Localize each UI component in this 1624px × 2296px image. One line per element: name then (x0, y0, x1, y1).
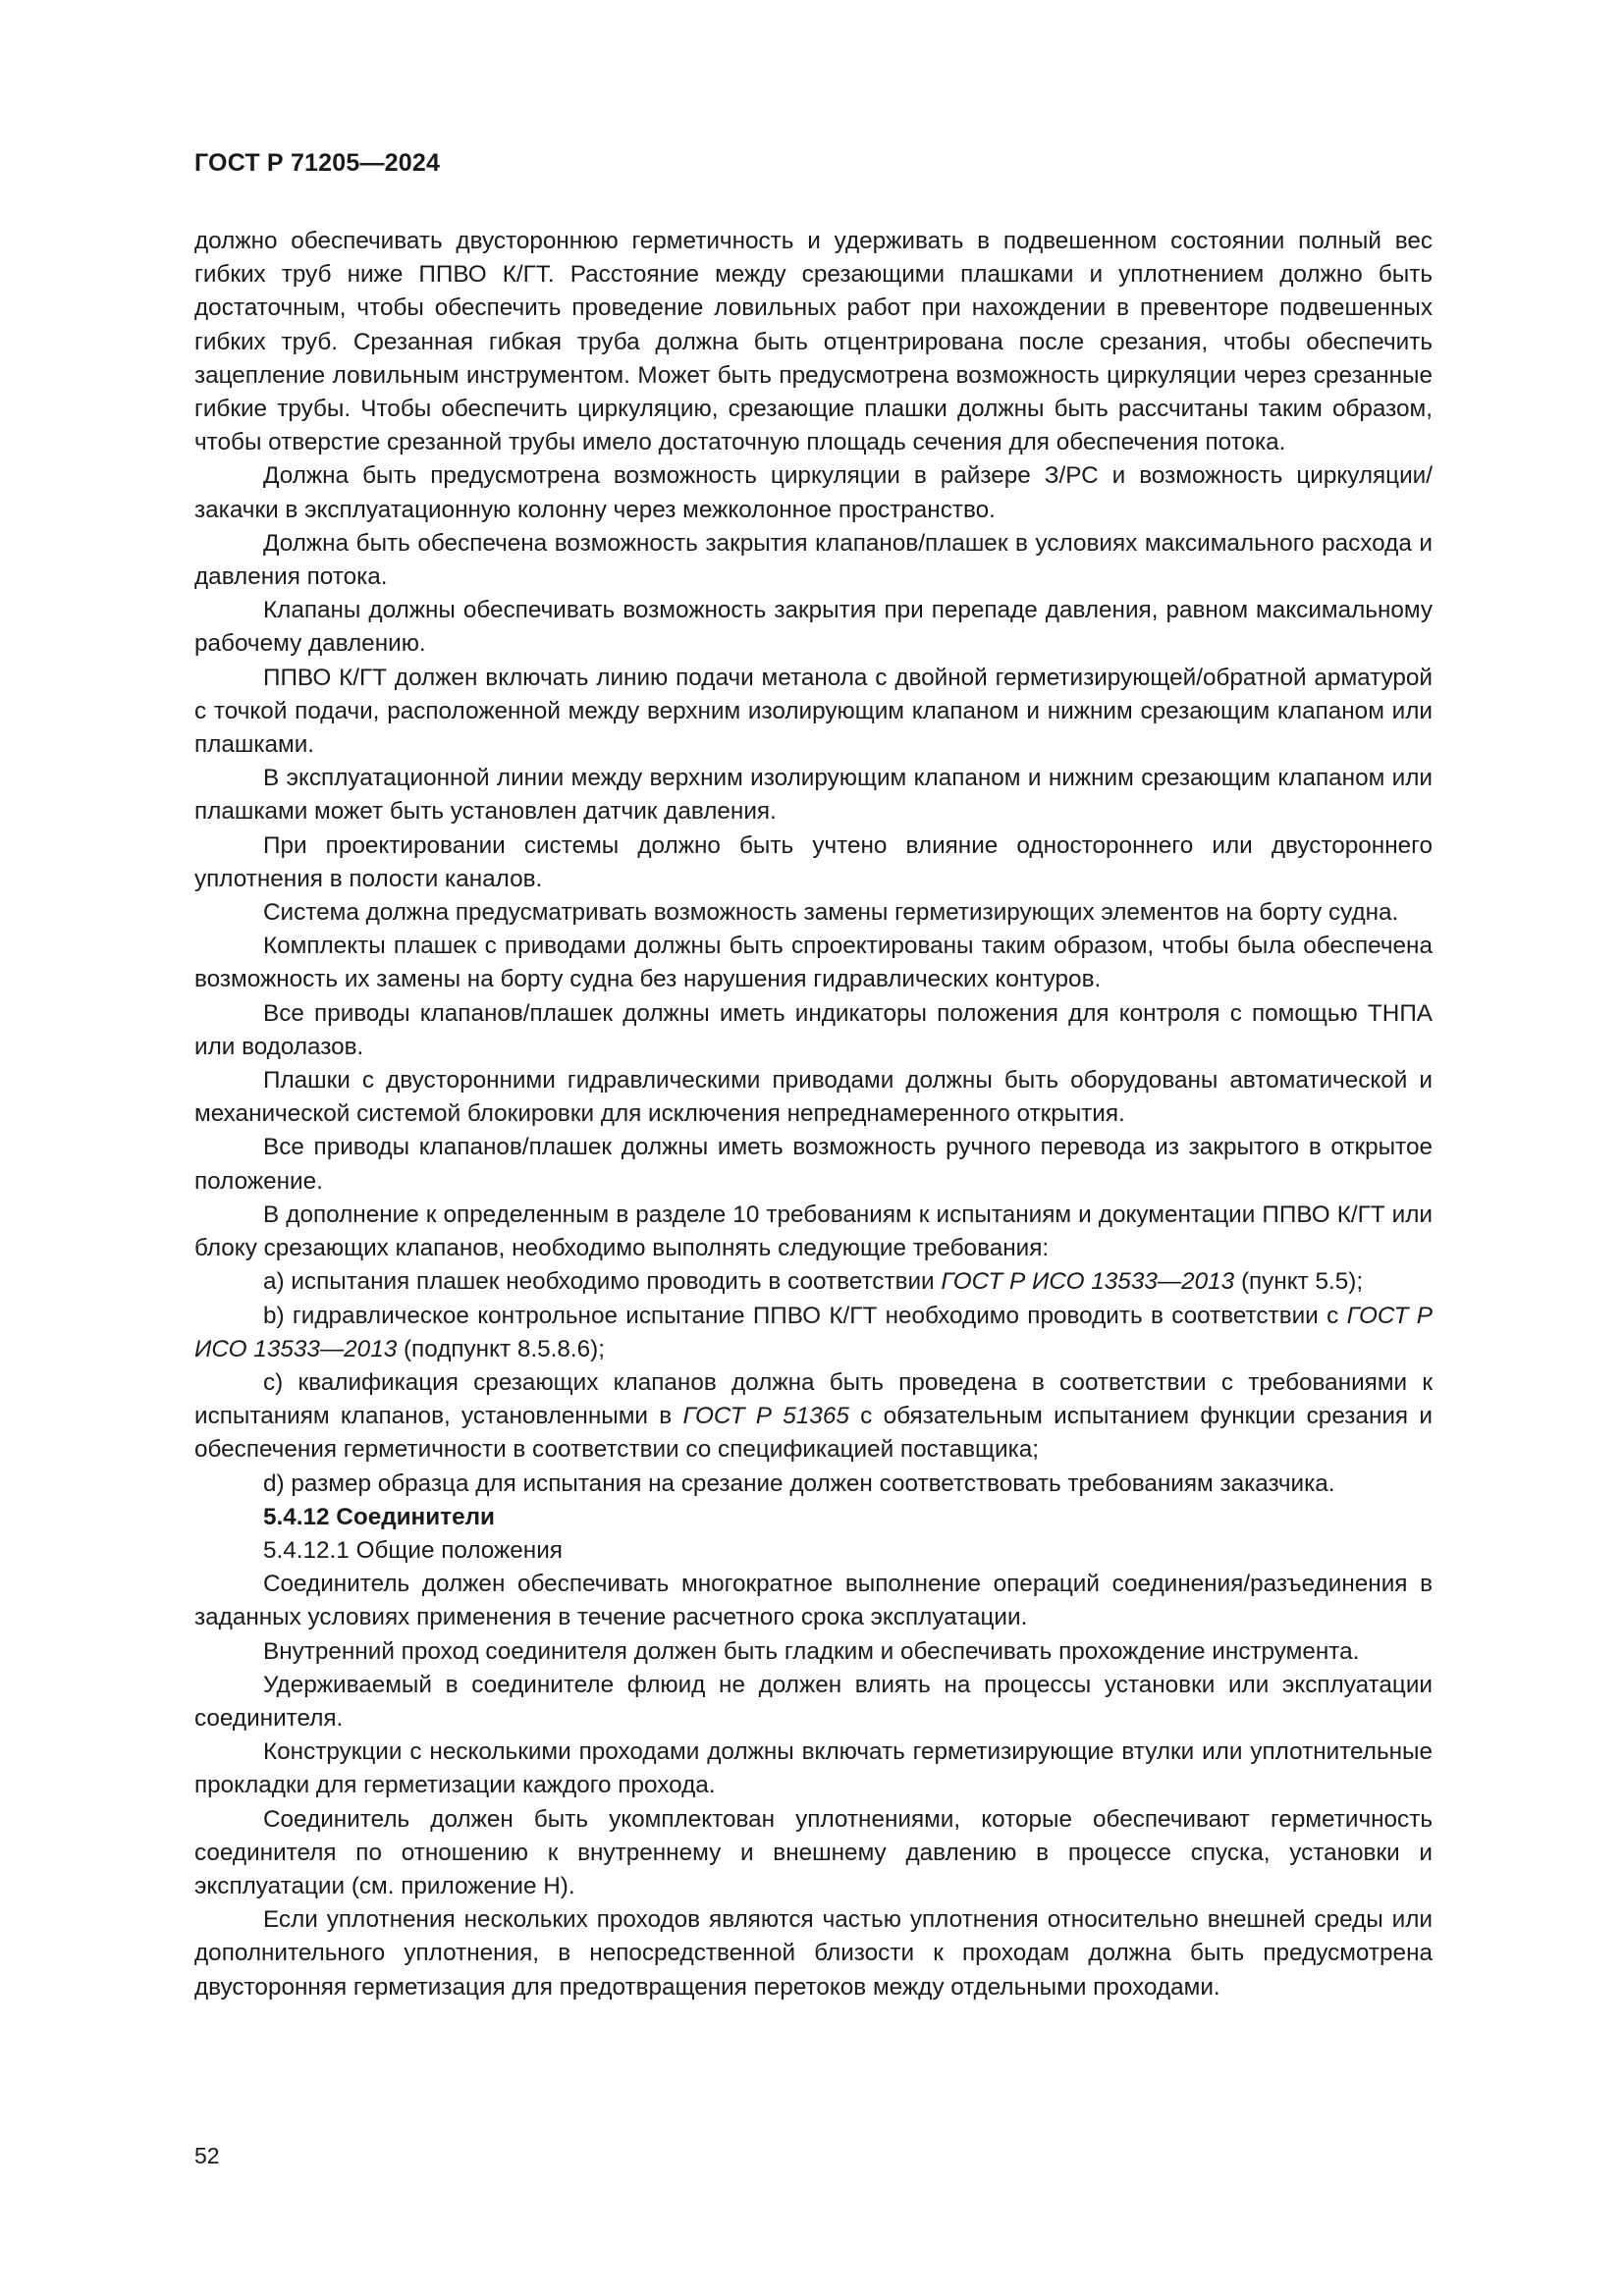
section-heading: 5.4.12 Соединители (263, 1503, 495, 1530)
list-item-text: с обязательным испытанием функции срезания и обеспечения герметичности в соответствии со спецификацией поставщика; (194, 1403, 1433, 1464)
paragraph: Конструкции с несколькими проходами должны включать герметизирующие втулки или уплотнительные прокладки для герметизации каждого прохода. (194, 1738, 1433, 1799)
standard-reference: ГОСТ Р 51365 (682, 1403, 849, 1430)
paragraph: В дополнение к определенным в разделе 10 требованиям к испытаниям и документации ППВО К/ГТ или блоку срезающих клапанов, необходимо выполнять следующие требования: (194, 1201, 1433, 1262)
list-item-b (194, 1300, 1433, 1366)
paragraph: Все приводы клапанов/плашек должны иметь возможность ручного перевода из закрытого в открытое положение. (194, 1134, 1433, 1195)
list-item-a (194, 1265, 1433, 1299)
paragraph-continuation: должно обеспечивать двустороннюю герметичность и удерживать в подвешенном состоянии полный вес гибких труб ниже ППВО К/ГТ. Расстояние между срезающими плашками и уплотнением должно быть достаточным, чтобы обеспечить проведение ловильных работ при нахождении в превенторе подвешенных гибких труб. Срезанная гибкая труба должна быть отцентрирована после срезания, чтобы обеспечить зацепление ловильным инструментом. Может быть предусмотрена возможность циркуляции через срезанные гибкие трубы. Чтобы обеспечить циркуляцию, срезающие плашки должны быть рассчитаны таким образом, чтобы отверстие срезанной трубы имело достаточную площадь сечения для обеспечения потока. (194, 228, 1433, 456)
list-item-text: b) гидравлическое контрольное испытание ППВО К/ГТ необходимо проводить в соответствии с (263, 1302, 1347, 1329)
document-header: ГОСТ Р 71205—2024 (194, 149, 441, 177)
paragraph: ППВО К/ГТ должен включать линию подачи метанола с двойной герметизирующей/обратной арматурой с точкой подачи, расположенной между верхним изолирующим клапаном и нижним срезающим клапаном или плашками. (194, 664, 1433, 759)
list-item-d: d) размер образца для испытания на срезание должен соответствовать требованиям заказчика. (263, 1469, 1335, 1497)
paragraph: Плашки с двусторонними гидравлическими приводами должны быть оборудованы автоматической и механической системой блокировки для исключения непреднамеренного открытия. (194, 1067, 1433, 1128)
paragraph: Соединитель должен обеспечивать многократное выполнение операций соединения/разъединения в заданных условиях применения в течение расчетного срока эксплуатации. (194, 1571, 1433, 1631)
list-item-text: (пункт 5.5); (1234, 1268, 1364, 1296)
list-item-text: (подпункт 8.5.8.6); (397, 1335, 606, 1362)
paragraph: Клапаны должны обеспечивать возможность закрытия при перепаде давления, равном максимальному рабочему давлению. (194, 597, 1433, 658)
document-body (194, 225, 1433, 2004)
paragraph: Соединитель должен быть укомплектован уплотнениями, которые обеспечивают герметичность соединителя по отношению к внутреннему и внешнему давлению в процессе спуска, установки и эксплуатации (см. приложение Н). (194, 1805, 1433, 1899)
list-item-text: c) квалификация срезающих клапанов должна быть проведена в соответствии с требованиями к испытаниям клапанов, установленными в (194, 1368, 1433, 1430)
paragraph: Если уплотнения нескольких проходов являются частью уплотнения относительно внешней среды или дополнительного уплотнения, в непосредственной близости к проходам должна быть предусмотрена двусторонняя герметизация для предотвращения перетоков между отдельными проходами. (194, 1906, 1433, 2001)
paragraph: В эксплуатационной линии между верхним изолирующим клапаном и нижним срезающим клапаном или плашками может быть установлен датчик давления. (194, 765, 1433, 826)
paragraph: Все приводы клапанов/плашек должны иметь индикаторы положения для контроля с помощью ТНПА или водолазов. (194, 999, 1433, 1060)
list-item-c (194, 1366, 1433, 1468)
subsection-heading: 5.4.12.1 Общие положения (263, 1536, 563, 1564)
paragraph: При проектировании системы должно быть учтено влияние одностороннего или двустороннего уплотнения в полости каналов. (194, 831, 1433, 892)
paragraph: Удерживаемый в соединителе флюид не должен влиять на процессы установки или эксплуатации соединителя. (194, 1671, 1433, 1732)
paragraph: Система должна предусматривать возможность замены герметизирующих элементов на борту судна. (263, 899, 1399, 927)
paragraph: Внутренний проход соединителя должен быть гладким и обеспечивать прохождение инструмента. (263, 1637, 1360, 1665)
list-item-text: а) испытания плашек необходимо проводить в соответствии (263, 1268, 942, 1296)
standard-reference: ГОСТ Р ИСО 13533—2013 (194, 1302, 1433, 1362)
standard-reference: ГОСТ Р ИСО 13533—2013 (941, 1268, 1235, 1296)
paragraph: Комплекты плашек с приводами должны быть спроектированы таким образом, чтобы была обеспечена возможность их замены на борту судна без нарушения гидравлических контуров. (194, 933, 1433, 993)
paragraph: Должна быть предусмотрена возможность циркуляции в райзере З/РС и возможность циркуляции/закачки в эксплуатационную колонну через межколонное пространство. (194, 462, 1433, 523)
page-number: 52 (194, 2143, 220, 2168)
paragraph: Должна быть обеспечена возможность закрытия клапанов/плашек в условиях максимального расхода и давления потока. (194, 529, 1433, 591)
